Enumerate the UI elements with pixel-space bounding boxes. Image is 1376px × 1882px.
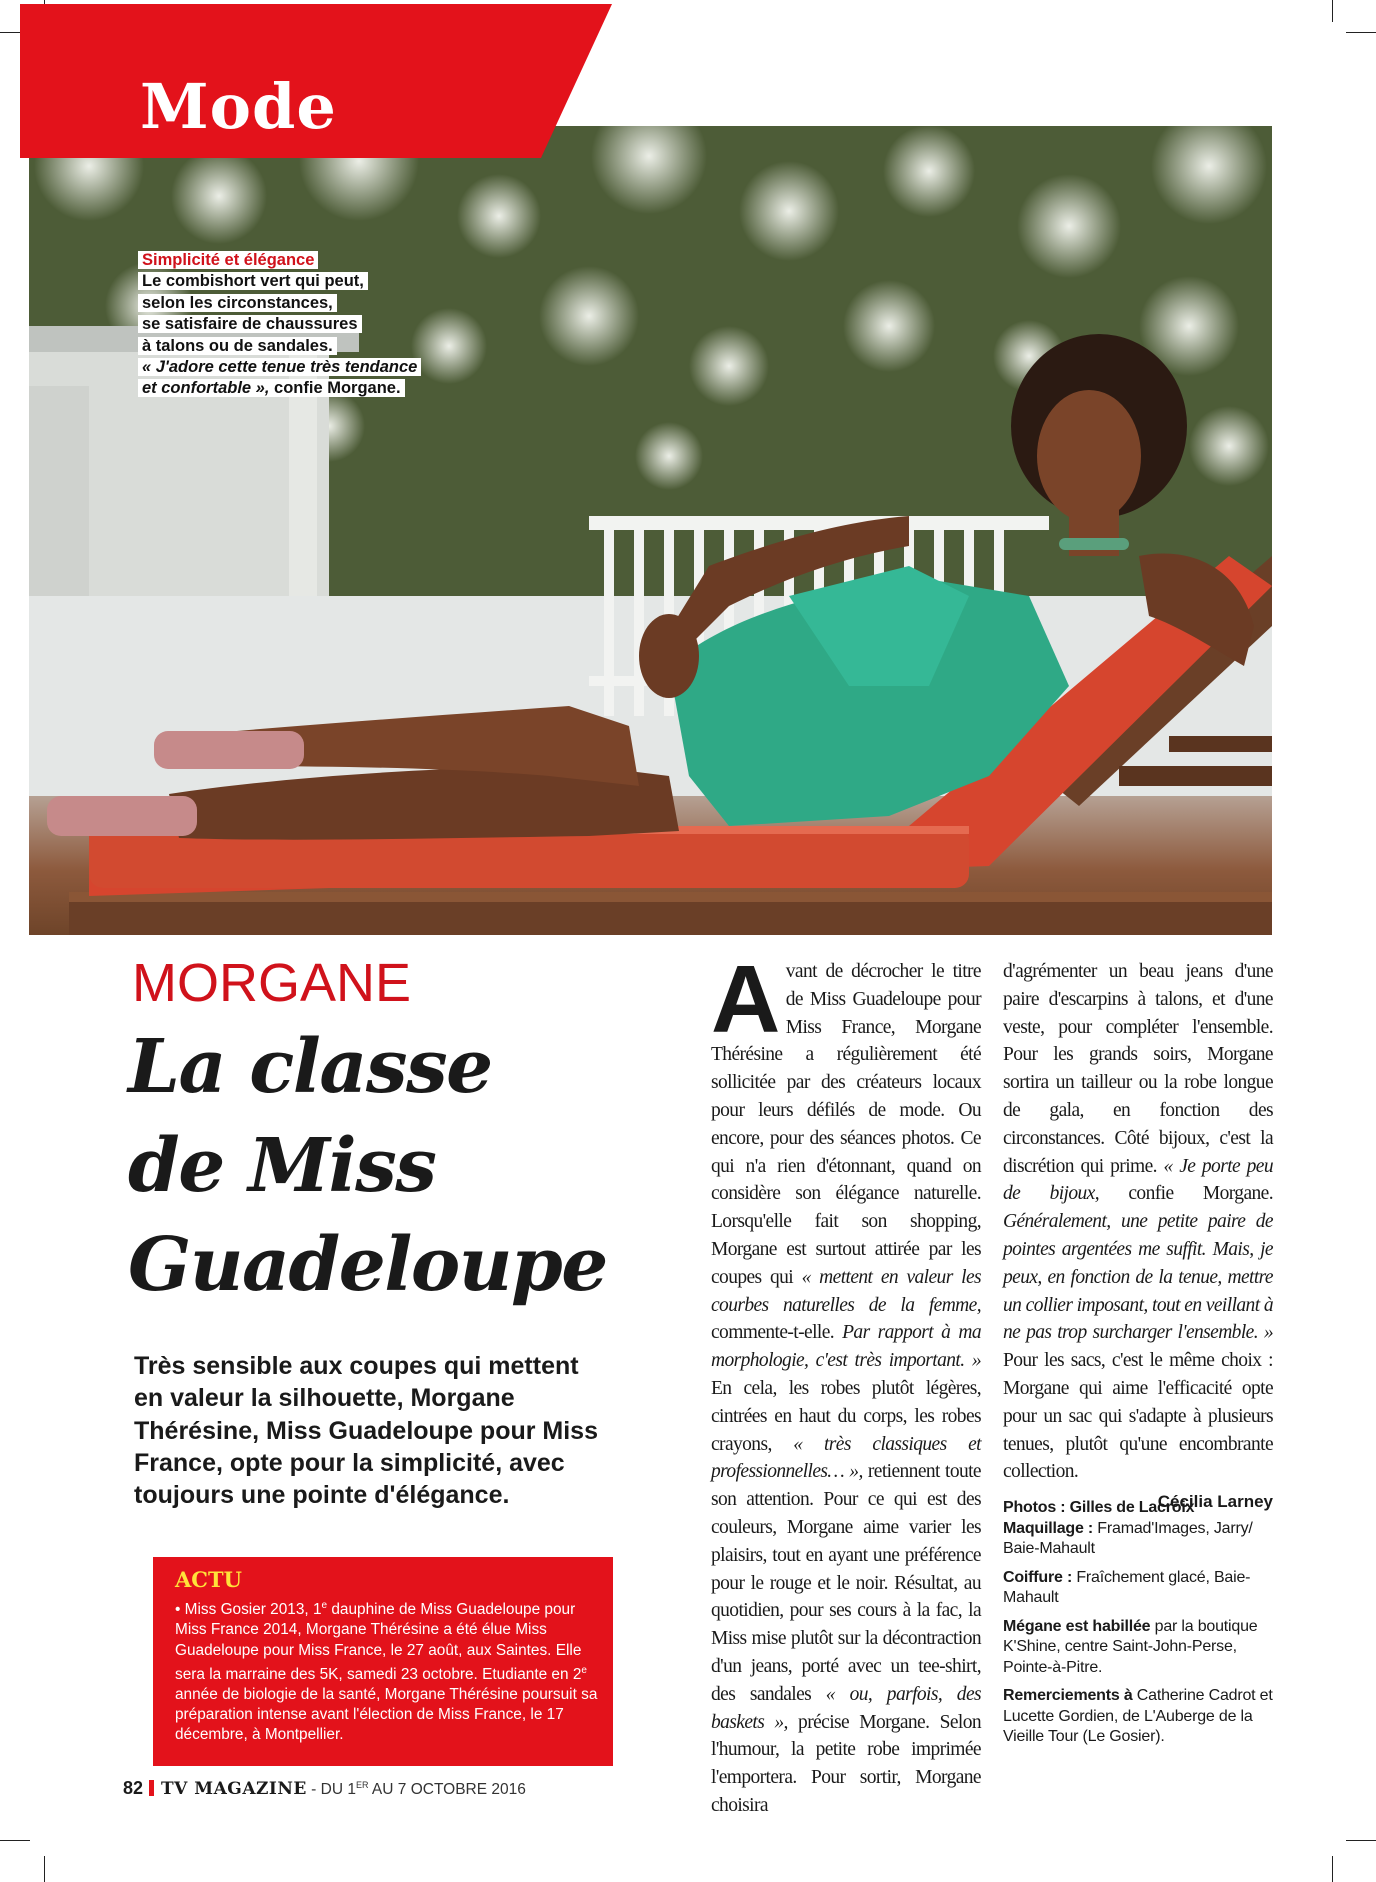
footer-divider [149,1780,154,1796]
crop-mark [1346,1840,1376,1841]
author-signature: Cécilia Larney [1157,1492,1273,1512]
article-headline [128,1018,628,1315]
headline-line: La classe [128,1024,492,1110]
crop-mark [0,1840,30,1841]
caption-title: Simplicité et élégance [138,251,318,269]
actu-box [153,1557,613,1766]
issue-date: - DU 1ER AU 7 OCTOBRE 2016 [306,1779,526,1798]
actu-title: ACTU [175,1567,242,1592]
crop-mark [44,1856,45,1882]
article-column-1: Avant de décrocher le titre de Miss Guadeloupe pour Miss France, Morgane Thérésine a régulièrement été sollicitée par des créateurs locaux pour leurs défilés de mode. Ou encore, pour des séances photos. Ce qui n'a rien d'étonnant, quand on considère son élégance naturelle. Lorsqu'elle fait son shopping, Morgane est surtout attirée par les coupes qui « mettent en valeur les courbes naturelles de la femme, commente-t-elle. Par rapport à ma morphologie, c'est très important. » En cela, les robes plutôt légères, cintrées en haut du corps, les robes crayons, « très classiques et professionnelles… », retiennent toute son attention. Pour ce qui est des couleurs, Morgane aime varier les plaisirs, tout en ayant une préférence pour le rouge et le noir. Résultat, au quotidien, pour ses cours à la fac, la Miss mise plutôt sur la décontraction d'un jeans, porté avec un tee-shirt, des sandales « ou, parfois, des baskets », précise Morgane. Selon l'humour, la petite robe imprimée l'emportera. Pour sortir, Morgane choisira [711,946,982,1816]
photo-credits [1003,1498,1278,1756]
caption-line: se satisfaire de chaussures [138,315,362,333]
credit-photos: Photos : Gilles de Lacroix Maquillage : Framad'Images, Jarry/ Baie-Mahault [1003,1499,1253,1557]
drop-cap: A [711,946,780,1053]
magazine-name: TV MAGAZINE [161,1779,307,1799]
caption-tail: confie Morgane. [269,379,401,398]
photo-illustration [29,126,1272,935]
credit-hair: Coiffure : Fraîchement glacé, Baie-Mahault [1003,1568,1251,1606]
credit-thanks: Remerciements à Catherine Cadrot et Lucette Gordien, de L'Auberge de la Vieille Tour (Le Gosier). [1003,1687,1273,1745]
crop-mark [1332,1856,1333,1882]
credit-dress: Mégane est habillée par la boutique K'Shine, centre Saint-John-Perse, Pointe-à-Pitre. [1003,1617,1258,1676]
crop-mark [1346,32,1376,33]
headline-line: de Miss [128,1123,436,1209]
section-label: Mode [140,70,337,143]
headline-line: Guadeloupe [128,1222,607,1308]
actu-text: • Miss Gosier 2013, 1e dauphine de Miss Guadeloupe pour Miss France 2014, Morgane Thérésine a été élue Miss Guadeloupe pour Miss France, le 27 août, aux Saintes. Elle sera la marraine des 5K, samedi 23 octobre. Etudiante en 2e année de biologie de la santé, Morgane Thérésine poursuit sa préparation intense avant l'élection de Miss France, le 17 décembre, à Montpellier. [175,1600,598,1744]
page-number: 82 [123,1778,144,1798]
caption-line: Le combishort vert qui peut, [138,272,368,290]
caption-quote: « J'adore cette tenue très tendance [142,358,418,377]
main-photo [29,126,1272,935]
caption-line: selon les circonstances, [138,294,337,312]
caption-line: à talons ou de sandales. [138,337,337,355]
caption-quote: et confortable », [142,379,270,398]
article-kicker: MORGANE [132,953,412,1013]
page-footer [123,1778,526,1799]
article-lede: Très sensible aux coupes qui mettent en valeur la silhouette, Morgane Thérésine, Miss Guadeloupe pour Miss France, opte pour la simplicité, avec toujours une pointe d'élégance. [134,1352,598,1510]
crop-mark [1332,0,1333,22]
article-column-2: d'agrémenter un beau jeans d'une paire d'escarpins à talons, et d'une veste, pour compléter l'ensemble. Pour les grands soirs, Morgane sortira un tailleur ou la robe longue de gala, en fonction des circonstances. Côté bijoux, c'est la discrétion qui prime. « Je porte peu de bijoux, confie Morgane. Généralement, une petite paire de pointes argentées me suffit. Mais, je peux, en fonction de la tenue, mettre un collier imposant, tout en veillant à ne pas trop surcharger l'ensemble. » Pour les sacs, c'est le même choix : Morgane qui aime l'efficacité opte pour un sac qui s'adapte à plusieurs tenues, plutôt qu'une encombrante collection. Cécilia Larney [1003,958,1273,1516]
photo-caption [138,250,428,400]
